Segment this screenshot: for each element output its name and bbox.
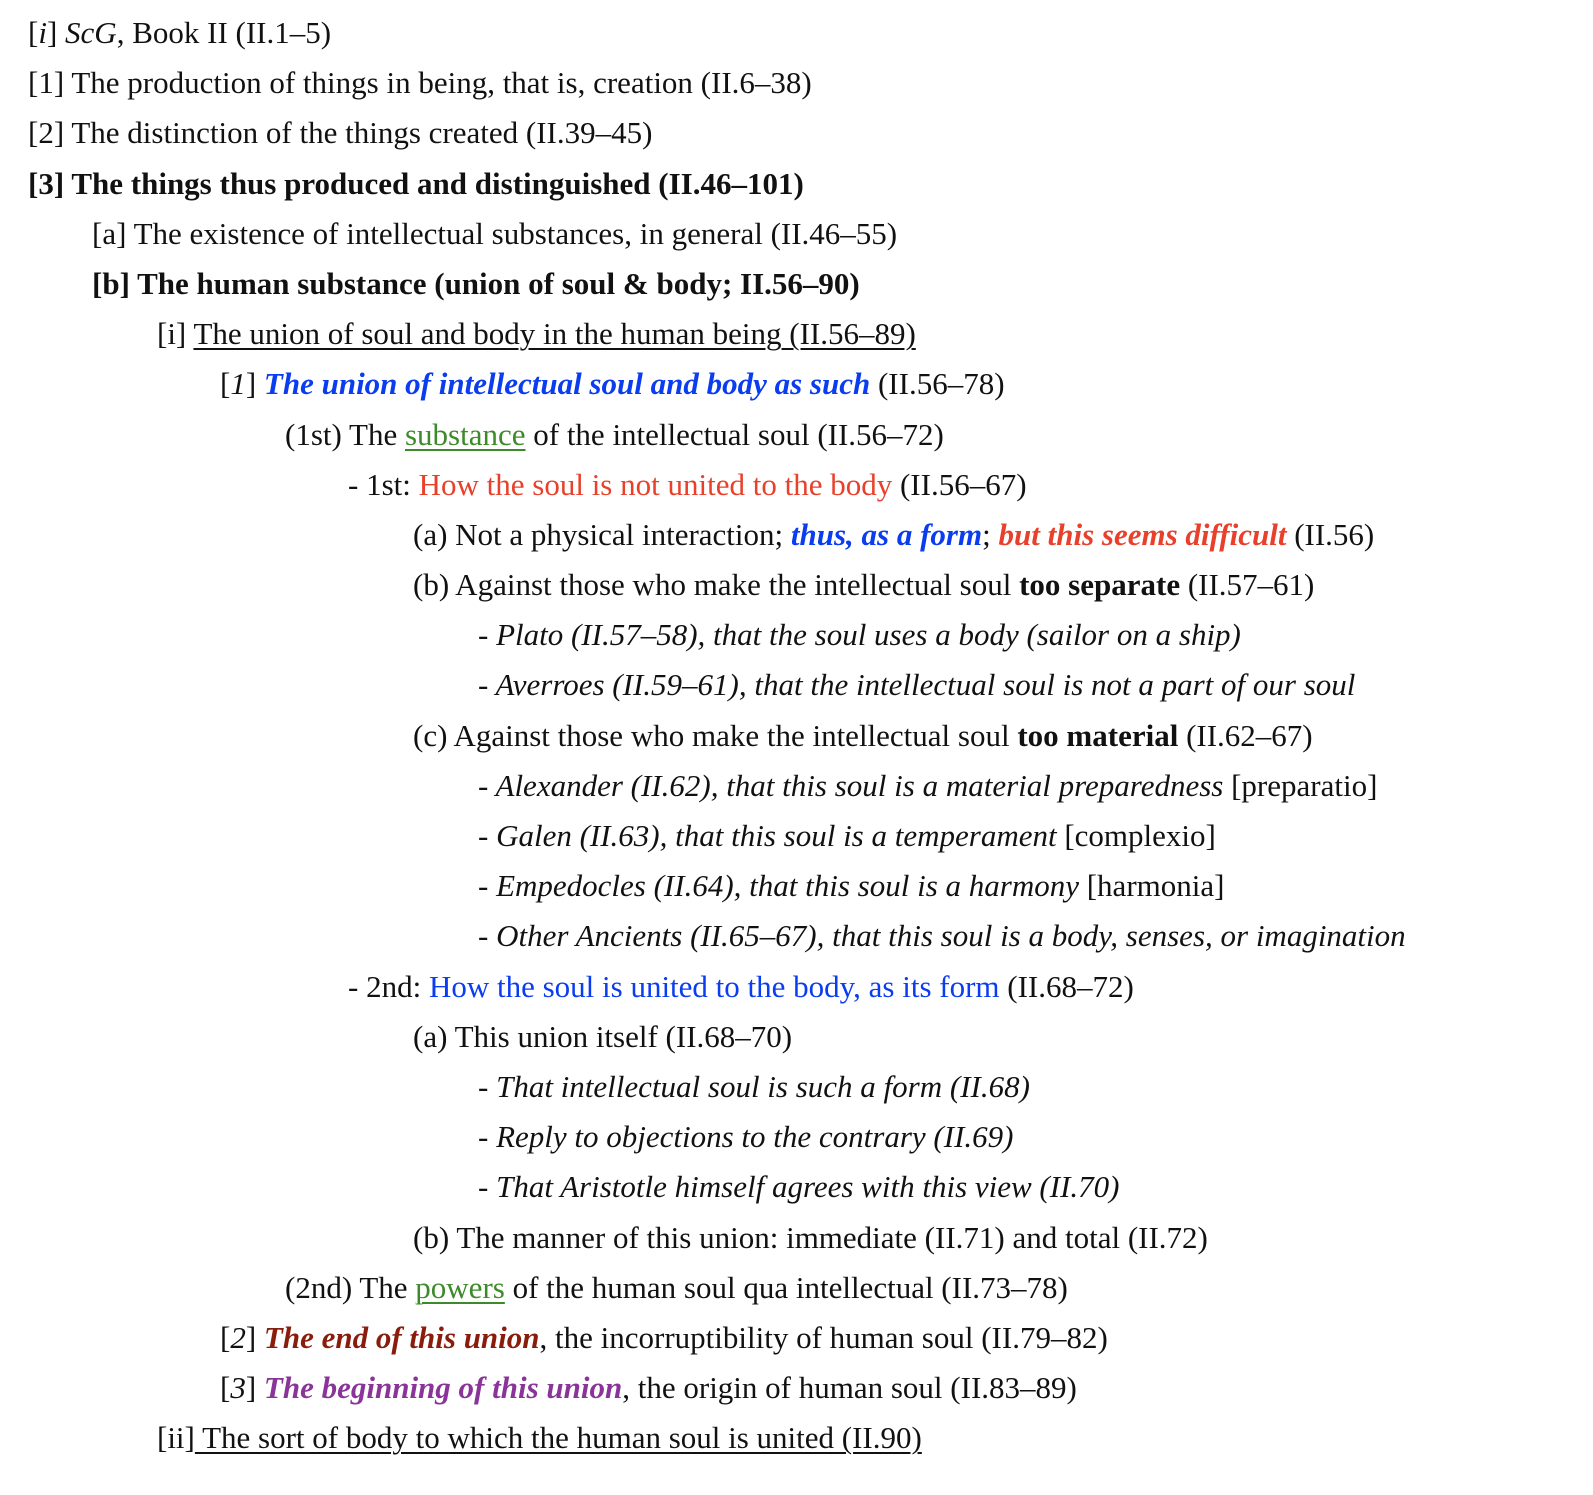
outline-text-segment: The union of soul and body in the human being (II.56–89): [193, 316, 916, 352]
outline-item: [0, 1062, 1593, 1112]
outline-item: [0, 660, 1593, 710]
outline-text-segment: [preparatio]: [1223, 767, 1378, 803]
outline-text-segment: ScG: [65, 15, 117, 50]
outline-text-segment: ]: [245, 1370, 264, 1406]
outline-text-segment: How the soul is united to the body, as its form: [428, 968, 1000, 1004]
outline-text-segment: [: [220, 366, 231, 402]
outline-text-segment: (c) Against those who make the intellectual soul: [413, 717, 1018, 753]
outline-text-segment: too material: [1017, 717, 1179, 753]
outline-text-segment: , Book II (II.1–5): [116, 15, 332, 50]
outline-item: [0, 811, 1593, 861]
outline-item: [0, 410, 1593, 460]
outline-item: [0, 510, 1593, 560]
outline-item: [0, 259, 1593, 309]
outline-text-segment: [complexio]: [1056, 818, 1216, 853]
outline-item: [0, 610, 1593, 660]
outline-text-segment: [a] The existence of intellectual substances, in general (II.46–55): [92, 215, 898, 251]
outline-text-segment: (II.62–67): [1178, 717, 1313, 753]
outline-item: [0, 711, 1593, 761]
outline-text-segment: - Reply to objections to the contrary (II.69): [478, 1119, 1014, 1155]
outline-item: [0, 761, 1593, 811]
outline-text-segment: 2: [230, 1319, 246, 1355]
outline-text-segment: [b] The human substance (union of soul & body; II.56–90): [92, 265, 860, 301]
outline-item: [0, 359, 1593, 409]
outline-text-segment: of the intellectual soul (II.56–72): [525, 416, 944, 452]
outline-text-segment: (II.68–72): [999, 968, 1134, 1004]
outline-text-segment: thus, as a form: [790, 516, 983, 552]
outline-text-segment: - Other Ancients (II.65–67), that this soul is a body, senses, or imagination: [478, 918, 1406, 954]
outline-text-segment: - 1st:: [348, 466, 419, 502]
outline-text-segment: The union of intellectual soul and body as such: [263, 366, 871, 402]
outline-text-segment: ]: [245, 1319, 264, 1355]
outline-text-segment: (a) This union itself (II.68–70): [413, 1018, 793, 1054]
outline-text-segment: [3] The things thus produced and distinguished (II.46–101): [28, 165, 804, 201]
outline-item: [0, 460, 1593, 510]
outline-text-segment: ]: [46, 15, 66, 50]
outline-text-segment: ]: [245, 366, 264, 402]
outline-item: [0, 58, 1593, 108]
outline-item: [0, 108, 1593, 158]
outline-item: [0, 8, 1593, 58]
outline-text-segment: of the human soul qua intellectual (II.73–78): [504, 1269, 1068, 1305]
outline-item: [0, 861, 1593, 911]
outline-text-segment: [2] The distinction of the things created (II.39–45): [28, 115, 653, 151]
outline-item: [0, 309, 1593, 359]
outline-item: [0, 911, 1593, 961]
outline-text-segment: , the incorruptibility of human soul (II.79–82): [539, 1319, 1108, 1355]
outline-item: [0, 560, 1593, 610]
outline-text-segment: - That intellectual soul is such a form (II.68): [478, 1068, 1030, 1104]
outline-text-segment: but this seems difficult: [998, 516, 1287, 552]
outline-text-segment: 3: [230, 1370, 246, 1406]
outline-text-segment: (II.56–78): [870, 366, 1005, 402]
outline-text-segment: The sort of body to which the human soul is united (II.90): [194, 1420, 922, 1456]
outline-text-segment: [1] The production of things in being, that is, creation (II.6–38): [28, 65, 812, 101]
outline-text-segment: How the soul is not united to the body: [418, 466, 893, 502]
outline-text-segment: (a) Not a physical interaction;: [413, 516, 791, 552]
outline-text-segment: , the origin of human soul (II.83–89): [622, 1370, 1077, 1406]
outline-item: [0, 209, 1593, 259]
outline-text-segment: [: [28, 15, 39, 50]
outline-text-segment: The end of this union: [263, 1319, 540, 1355]
outline-text-segment: (1st) The: [285, 416, 405, 452]
outline-text-segment: - Plato (II.57–58), that the soul uses a body (sailor on a ship): [478, 617, 1241, 653]
outline-item: [0, 962, 1593, 1012]
outline-text-segment: (II.57–61): [1180, 567, 1315, 603]
outline-text-segment: (b) Against those who make the intellectual soul: [413, 567, 1020, 603]
outline-text-segment: too separate: [1019, 567, 1181, 603]
outline-text-segment: - Averroes (II.59–61), that the intellectual soul is not a part of our soul: [478, 667, 1356, 703]
outline-text-segment: substance: [404, 416, 526, 452]
outline-text-segment: (2nd) The: [285, 1269, 416, 1305]
outline-item: [0, 1213, 1593, 1263]
outline-text-segment: (II.56–67): [892, 466, 1027, 502]
outline-text-segment: (II.56): [1286, 516, 1375, 552]
outline-text-segment: ;: [982, 516, 999, 552]
outline-text-segment: The beginning of this union: [263, 1370, 623, 1406]
outline-text-segment: - That Aristotle himself agrees with this view (II.70): [478, 1169, 1120, 1205]
outline-item: [0, 159, 1593, 209]
outline-item: [0, 1012, 1593, 1062]
outline-item: [0, 1363, 1593, 1413]
outline-text-segment: - Empedocles (II.64), that this soul is a harmony: [478, 868, 1079, 904]
outline-text-segment: - Alexander (II.62), that this soul is a material preparedness: [478, 767, 1224, 803]
outline-text-segment: (b) The manner of this union: immediate (II.71) and total (II.72): [413, 1219, 1208, 1255]
outline-text-segment: i: [38, 15, 47, 50]
outline-item: [0, 1413, 1593, 1463]
outline-text-segment: [: [220, 1319, 231, 1355]
outline-text-segment: - Galen (II.63), that this soul is a temperament: [478, 818, 1057, 853]
outline-text-segment: - 2nd:: [348, 968, 429, 1004]
outline-text-segment: [i]: [157, 316, 194, 352]
outline-item: [0, 1162, 1593, 1212]
outline-text-segment: [: [220, 1370, 231, 1406]
outline-text-segment: powers: [415, 1269, 505, 1305]
outline-text-segment: [ii]: [157, 1420, 195, 1456]
outline-text-segment: [harmonia]: [1078, 868, 1225, 904]
outline-item: [0, 1112, 1593, 1162]
outline-item: [0, 1313, 1593, 1363]
outline-item: [0, 1263, 1593, 1313]
outline-text-segment: 1: [230, 366, 246, 402]
